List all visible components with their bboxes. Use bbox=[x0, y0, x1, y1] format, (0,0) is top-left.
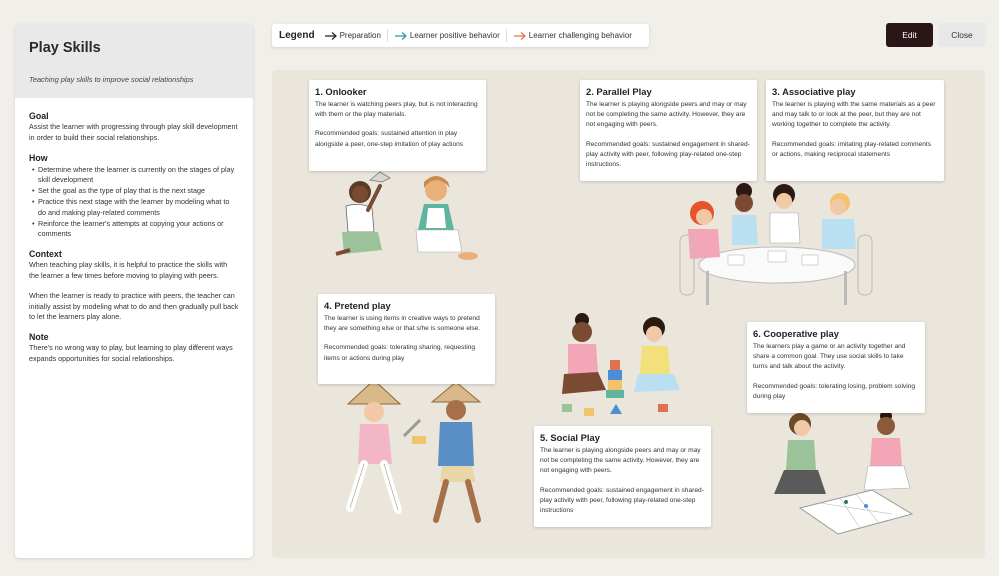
card-title: 5. Social Play bbox=[540, 432, 600, 443]
arrow-right-icon bbox=[513, 31, 527, 41]
stage-card-onlooker[interactable] bbox=[309, 80, 486, 171]
stage-card-associative-play[interactable] bbox=[766, 80, 944, 181]
arrow-right-icon bbox=[394, 31, 408, 41]
card-description: The learner is playing alongside peers and may or may not be completing the same activity. However, they are not engaging with peers. bbox=[586, 101, 747, 129]
card-title: 4. Pretend play bbox=[324, 300, 391, 311]
card-description: The learners play a game or an activity together and share a common goal. They use social skills to take turns and talk about the activity. bbox=[753, 343, 906, 371]
pretend-play-knights-illustration bbox=[334, 380, 504, 530]
parallel-play-illustration bbox=[672, 175, 882, 310]
legend-label: Preparation bbox=[339, 31, 381, 40]
edit-button[interactable]: Edit bbox=[886, 23, 933, 47]
legend-label: Learner challenging behavior bbox=[528, 31, 632, 40]
card-description: The learner is playing with the same materials as a peer and may talk to or look at the peer, but they are not working together to complete the activity. bbox=[772, 101, 936, 129]
pretend-play-blocks-illustration bbox=[554, 310, 704, 420]
stage-card-social-play[interactable] bbox=[534, 426, 711, 527]
card-goals: Recommended goals: sustained engagement in shared-play activity with peer, following play-related one-step instructions bbox=[540, 486, 704, 515]
context-heading: Context bbox=[29, 249, 62, 260]
legend bbox=[272, 24, 649, 47]
stage-card-parallel-play[interactable] bbox=[580, 80, 757, 181]
stage-card-pretend-play[interactable] bbox=[318, 294, 495, 384]
page-title: Play Skills bbox=[29, 40, 101, 56]
card-title: 1. Onlooker bbox=[315, 86, 367, 97]
legend-item-preparation bbox=[324, 31, 381, 41]
context-text-2: When the learner is ready to practice with peers, the teacher can initially assist by modeling what to do and then gradually pull back to let the learners play alone. bbox=[29, 290, 239, 322]
stage-card-cooperative-play[interactable] bbox=[747, 322, 925, 413]
goal-heading: Goal bbox=[29, 111, 49, 121]
note-text: There's no wrong way to play, but learning to play different ways expands opportunities for social relationships. bbox=[29, 343, 233, 363]
card-description: The learner is watching peers play, but is not interacting with them or the play materials. bbox=[315, 101, 478, 119]
card-goals: Recommended goals: sustained attention in play alongside a peer, one-step imitation of play actions bbox=[315, 130, 464, 148]
play-stages-canvas bbox=[272, 70, 985, 558]
card-goals: Recommended goals: tolerating sharing, requesting items or actions during play bbox=[324, 344, 476, 362]
card-title: 3. Associative play bbox=[772, 86, 856, 97]
legend-item-challenging bbox=[513, 31, 632, 41]
cooperative-play-illustration bbox=[760, 410, 920, 535]
legend-divider bbox=[387, 29, 388, 42]
legend-divider bbox=[506, 29, 507, 42]
onlooker-illustration bbox=[332, 168, 492, 266]
card-goals: Recommended goals: tolerating losing, problem solving during play bbox=[753, 382, 916, 400]
legend-label: Learner positive behavior bbox=[409, 31, 500, 40]
card-goals: Recommended goals: imitating play-related comments or actions, making reciprocal statements bbox=[772, 140, 932, 158]
how-item: • Reinforce the learner's attempts at copying your actions or comments bbox=[29, 219, 239, 241]
how-item: • Practice this next stage with the learner by modeling what to do and making play-related comments bbox=[29, 197, 239, 219]
card-description: The learner is using items in creative ways to pretend they are something else or that s/he is someone else. bbox=[324, 315, 481, 333]
page-subtitle: Teaching play skills to improve social relationships bbox=[29, 75, 194, 84]
info-panel-header bbox=[15, 24, 253, 98]
card-goals: Recommended goals: sustained engagement in shared-play activity with peer, following play-related one-step instructions. bbox=[586, 140, 750, 169]
how-item: • Set the goal as the type of play that is the next stage bbox=[29, 186, 239, 197]
card-title: 6. Cooperative play bbox=[753, 328, 839, 339]
info-panel-body bbox=[15, 98, 253, 365]
card-description: The learner is playing alongside peers and may or may not be completing the same activity. However, they are not engaging with peers. bbox=[540, 447, 701, 475]
how-list bbox=[29, 165, 239, 241]
arrow-right-icon bbox=[324, 31, 338, 41]
legend-title: Legend bbox=[279, 30, 315, 41]
card-title: 2. Parallel Play bbox=[586, 86, 652, 97]
how-item: • Determine where the learner is currently on the stages of play skill development bbox=[29, 165, 239, 187]
context-text-1: When teaching play skills, it is helpful to practice the skills with the learner a few times before moving to playing with peers. bbox=[29, 260, 228, 280]
goal-text: Assist the learner with progressing through play skill development in order to build their social relationships. bbox=[29, 122, 238, 142]
close-button[interactable]: Close bbox=[938, 23, 986, 47]
legend-item-positive bbox=[394, 31, 500, 41]
note-heading: Note bbox=[29, 332, 49, 343]
how-heading: How bbox=[29, 152, 48, 163]
info-panel bbox=[15, 24, 253, 558]
